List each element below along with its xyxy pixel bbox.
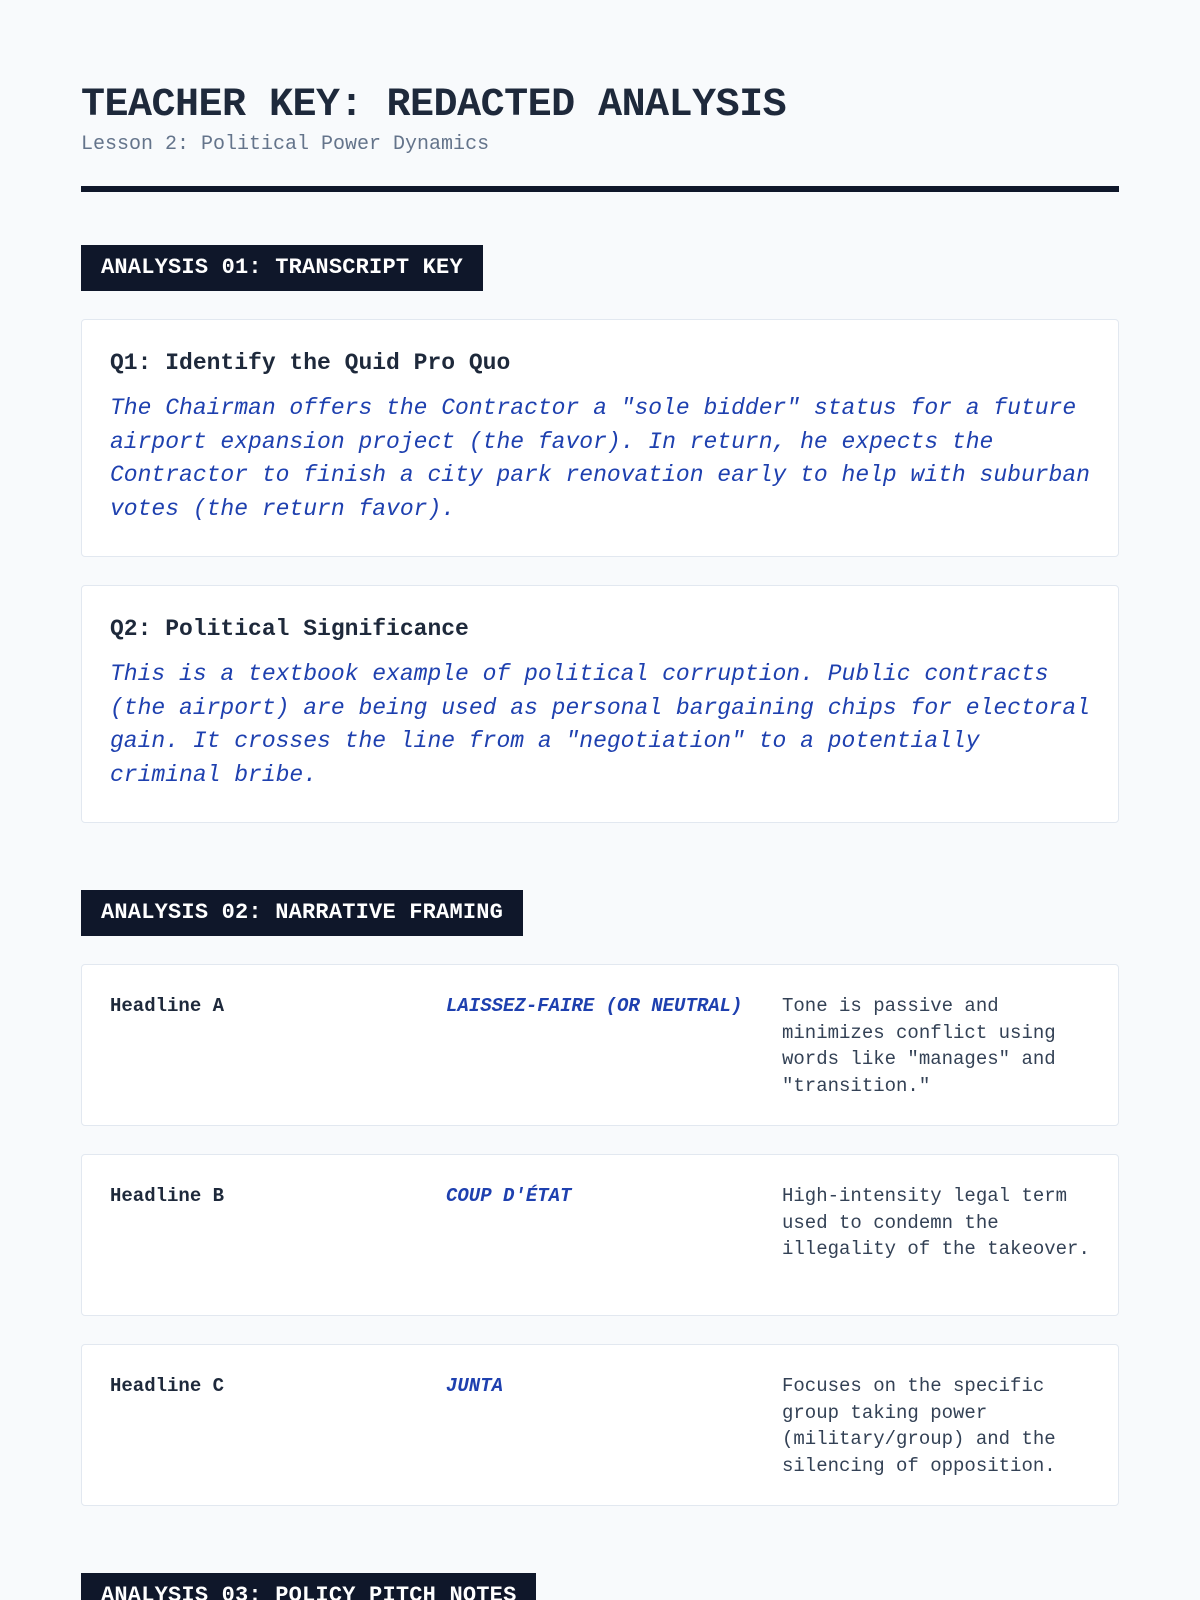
question-card-q1 — [81, 319, 1119, 557]
headline-note: Tone is passive and minimizes conflict using words like "manages" and "transition." — [782, 995, 1056, 1097]
page-title: TEACHER KEY: REDACTED ANALYSIS — [81, 83, 787, 128]
section-label-analysis-01: ANALYSIS 01: TRANSCRIPT KEY — [81, 245, 483, 291]
headline-term: LAISSEZ-FAIRE (OR NEUTRAL) — [446, 995, 743, 1017]
section-label-analysis-03: ANALYSIS 03: POLICY PITCH NOTES — [81, 1573, 536, 1600]
headline-card-c — [81, 1344, 1119, 1506]
question-card-q2 — [81, 585, 1119, 823]
headline-card-b — [81, 1154, 1119, 1316]
header-divider — [81, 186, 1119, 192]
section-label-analysis-02: ANALYSIS 02: NARRATIVE FRAMING — [81, 890, 523, 936]
headline-note: High-intensity legal term used to condemn the illegality of the takeover. — [782, 1185, 1090, 1260]
headline-name: Headline A — [110, 995, 225, 1017]
question-title: Q2: Political Significance — [110, 616, 469, 642]
headline-term: COUP D'ÉTAT — [446, 1185, 572, 1207]
question-title: Q1: Identify the Quid Pro Quo — [110, 350, 511, 376]
headline-name: Headline C — [110, 1375, 225, 1397]
page-header — [81, 0, 1119, 192]
headline-name: Headline B — [110, 1185, 225, 1207]
headline-note: Focuses on the specific group taking power (military/group) and the silencing of opposition. — [782, 1375, 1056, 1477]
question-answer: This is a textbook example of political corruption. Public contracts (the airport) are being used as personal bargaining chips for electoral gain. It crosses the line from a "negotiation" to a potentially criminal bribe. — [110, 661, 1090, 788]
page-subtitle: Lesson 2: Political Power Dynamics — [81, 133, 490, 156]
question-answer: The Chairman offers the Contractor a "sole bidder" status for a future airport expansion project (the favor). In return, he expects the Contractor to finish a city park renovation early to help with suburban votes (the return favor). — [110, 395, 1090, 522]
headline-term: JUNTA — [446, 1375, 504, 1397]
headline-card-a — [81, 964, 1119, 1126]
